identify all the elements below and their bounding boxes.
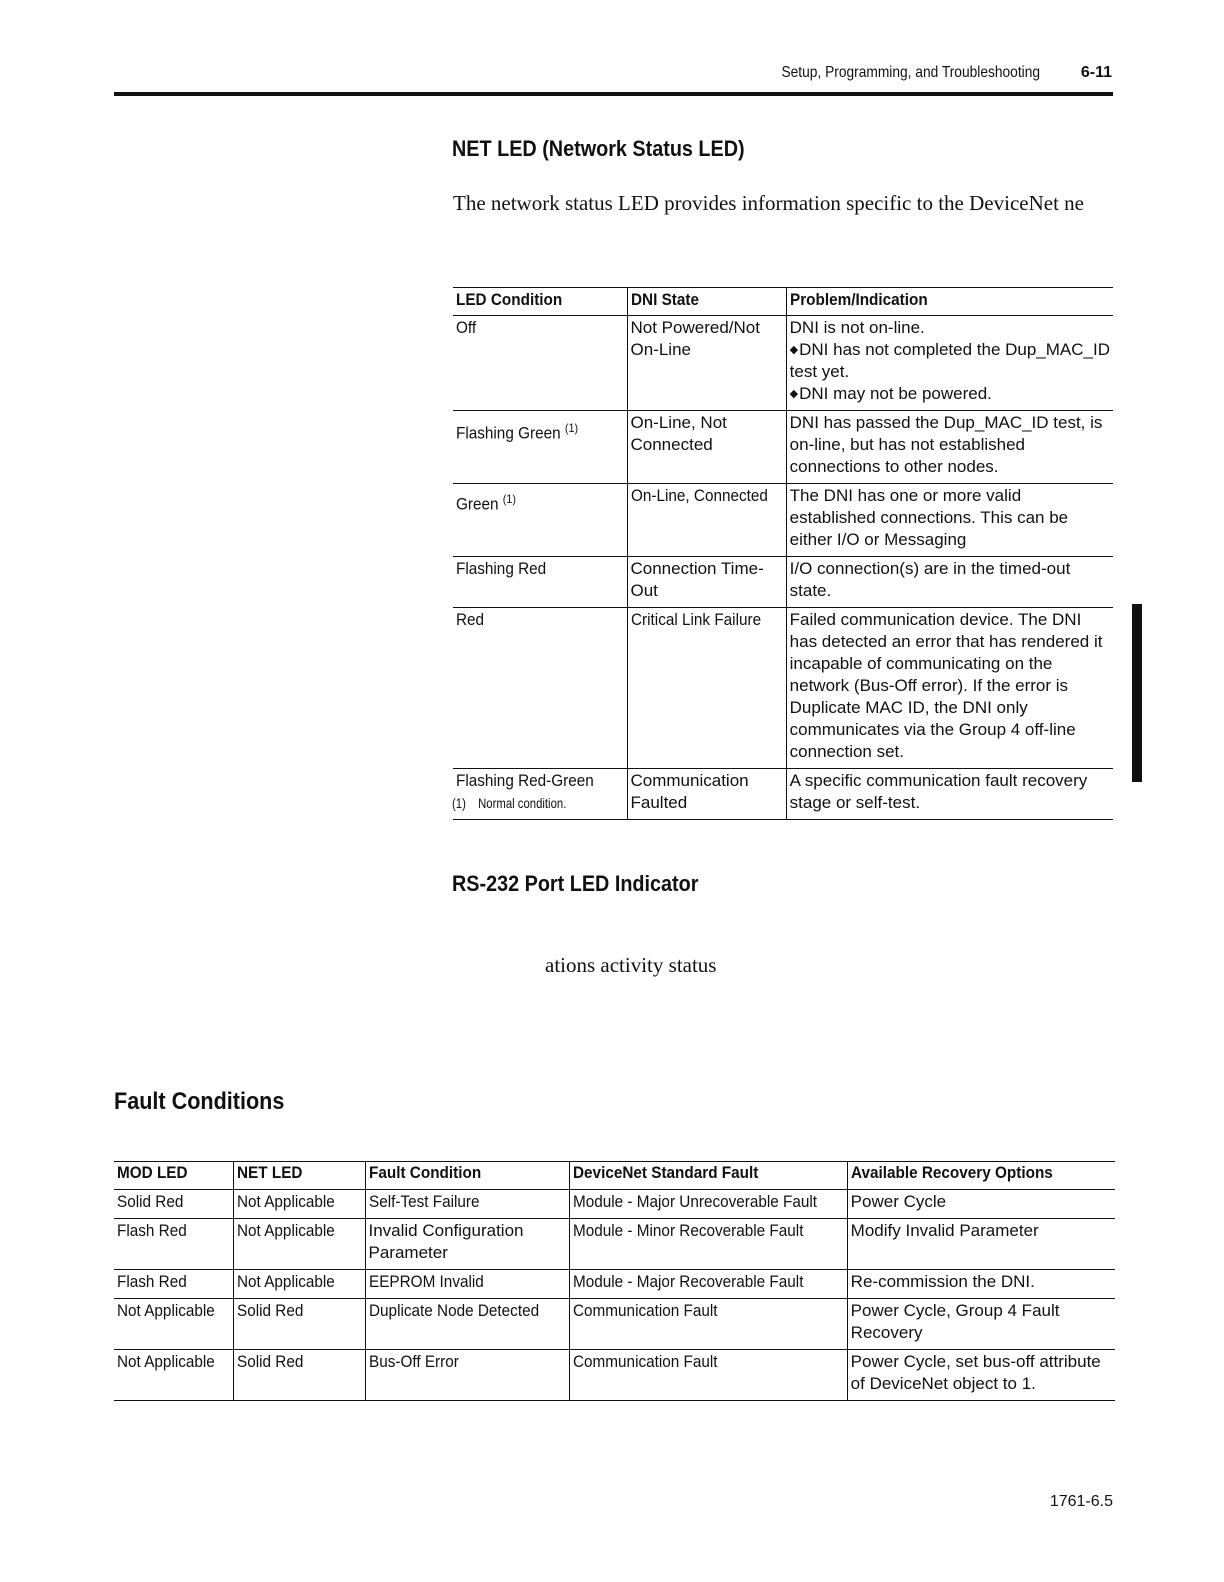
indication-cell: I/O connection(s) are in the timed-out state. <box>786 557 1113 608</box>
table-cell: Not Applicable <box>233 1190 365 1219</box>
footnote-marker: (1) <box>452 795 466 811</box>
bullet-icon: ◆ <box>789 344 799 356</box>
table-cell: Flash Red <box>117 1221 187 1240</box>
table-row <box>453 484 1113 557</box>
dni-state-cell: On-Line, Not Connected <box>627 411 786 484</box>
indication-cell: DNI is not on-line. ◆DNI has not completed the Dup_MAC_ID test yet. ◆DNI may not be powered. <box>786 316 1113 411</box>
fault-conditions-heading: Fault Conditions <box>114 1088 285 1115</box>
chapter-thumb-tab <box>1132 604 1142 782</box>
column-header: DNI State <box>627 288 786 316</box>
dni-state-cell: Critical Link Failure <box>627 608 786 769</box>
column-header: Available Recovery Options <box>847 1162 1115 1190</box>
net-led-intro: The network status LED provides information specific to the DeviceNet ne <box>453 191 1084 215</box>
table-row <box>453 316 1113 411</box>
indication-cell: A specific communication fault recovery stage or self-test. <box>786 769 1113 820</box>
running-header-title: Setup, Programming, and Troubleshooting <box>781 64 1040 81</box>
table-cell: Bus-Off Error <box>365 1350 569 1401</box>
led-condition-cell: Flashing Green $^{(1)}$ <box>456 421 579 443</box>
table-cell: Self-Test Failure <box>365 1190 569 1219</box>
column-header: Fault Condition <box>365 1162 569 1190</box>
column-header: NET LED <box>233 1162 365 1190</box>
dni-state-cell: Communication Faulted <box>627 769 786 820</box>
table-cell: Communication Fault <box>569 1299 847 1350</box>
dni-state-cell: Connection Time-Out <box>627 557 786 608</box>
dni-state-cell: On-Line, Connected <box>627 484 786 557</box>
table-cell: Not Applicable <box>117 1352 215 1371</box>
led-condition-cell: Green $^{(1)}$ <box>456 492 516 514</box>
table-cell: Power Cycle, Group 4 Fault Recovery <box>847 1299 1115 1350</box>
table-cell: Communication Fault <box>569 1350 847 1401</box>
publication-number: 1761-6.5 <box>1049 1493 1113 1510</box>
table-cell: Solid Red <box>117 1192 184 1211</box>
column-header: LED Condition <box>456 290 563 309</box>
indication-cell: Failed communication device. The DNI has detected an error that has rendered it incapable of communicating on the network (Bus-Off error). If the error is Duplicate MAC ID, the DNI only communicates via the Group 4 off-line connection set. <box>786 608 1113 769</box>
header-rule <box>114 92 1113 96</box>
column-header: MOD LED <box>117 1163 188 1182</box>
dni-state-cell: Not Powered/Not On-Line <box>627 316 786 411</box>
fault-conditions-table <box>114 1161 1115 1401</box>
table-cell: Re-commission the DNI. <box>847 1270 1115 1299</box>
table-cell: Invalid Configuration Parameter <box>365 1219 569 1270</box>
net-led-table <box>453 287 1113 820</box>
table-row <box>453 411 1113 484</box>
table-row <box>114 1190 1115 1219</box>
led-condition-cell: Red <box>456 610 485 629</box>
table-cell: Power Cycle, set bus-off attribute of DeviceNet object to 1. <box>847 1350 1115 1401</box>
table-cell: Module - Major Unrecoverable Fault <box>569 1190 847 1219</box>
net-led-heading: NET LED (Network Status LED) <box>452 136 745 161</box>
footnote-ref: (1) <box>564 421 579 435</box>
net-led-table-header <box>453 288 1113 316</box>
table-cell: Power Cycle <box>847 1190 1115 1219</box>
table-cell: Modify Invalid Parameter <box>847 1219 1115 1270</box>
table-footnote <box>452 795 590 811</box>
table-cell: Module - Minor Recoverable Fault <box>569 1219 847 1270</box>
indication-cell: The DNI has one or more valid established connections. This can be either I/O or Messaging <box>786 484 1113 557</box>
fault-table-header <box>114 1162 1115 1190</box>
table-cell: EEPROM Invalid <box>365 1270 569 1299</box>
table-row <box>114 1270 1115 1299</box>
table-row <box>114 1299 1115 1350</box>
table-cell: Not Applicable <box>233 1270 365 1299</box>
table-row <box>114 1350 1115 1401</box>
indication-cell: DNI has passed the Dup_MAC_ID test, is on-line, but has not established connections to other nodes. <box>786 411 1113 484</box>
table-row <box>114 1219 1115 1270</box>
footnote-ref: (1) <box>502 492 516 506</box>
table-cell: Solid Red <box>233 1299 365 1350</box>
table-row <box>453 608 1113 769</box>
column-header: Problem/Indication <box>786 288 1113 316</box>
table-cell: Solid Red <box>233 1350 365 1401</box>
led-condition-cell: Flashing Red-Green <box>456 771 594 790</box>
rs232-text: ations activity status <box>545 953 717 977</box>
table-cell: Module - Major Recoverable Fault <box>569 1270 847 1299</box>
table-cell: Not Applicable <box>233 1219 365 1270</box>
bullet-icon: ◆ <box>789 388 799 400</box>
table-cell: Duplicate Node Detected <box>365 1299 569 1350</box>
footnote-text: Normal condition. <box>477 795 567 811</box>
rs232-heading: RS-232 Port LED Indicator <box>452 871 699 896</box>
page-number: 6-11 <box>1080 64 1112 81</box>
column-header: DeviceNet Standard Fault <box>569 1162 847 1190</box>
table-row <box>453 557 1113 608</box>
led-condition-cell: Off <box>456 318 477 337</box>
led-condition-cell: Flashing Red <box>456 559 547 578</box>
table-row <box>453 769 1113 820</box>
table-cell: Not Applicable <box>117 1301 215 1320</box>
table-cell: Flash Red <box>117 1272 187 1291</box>
